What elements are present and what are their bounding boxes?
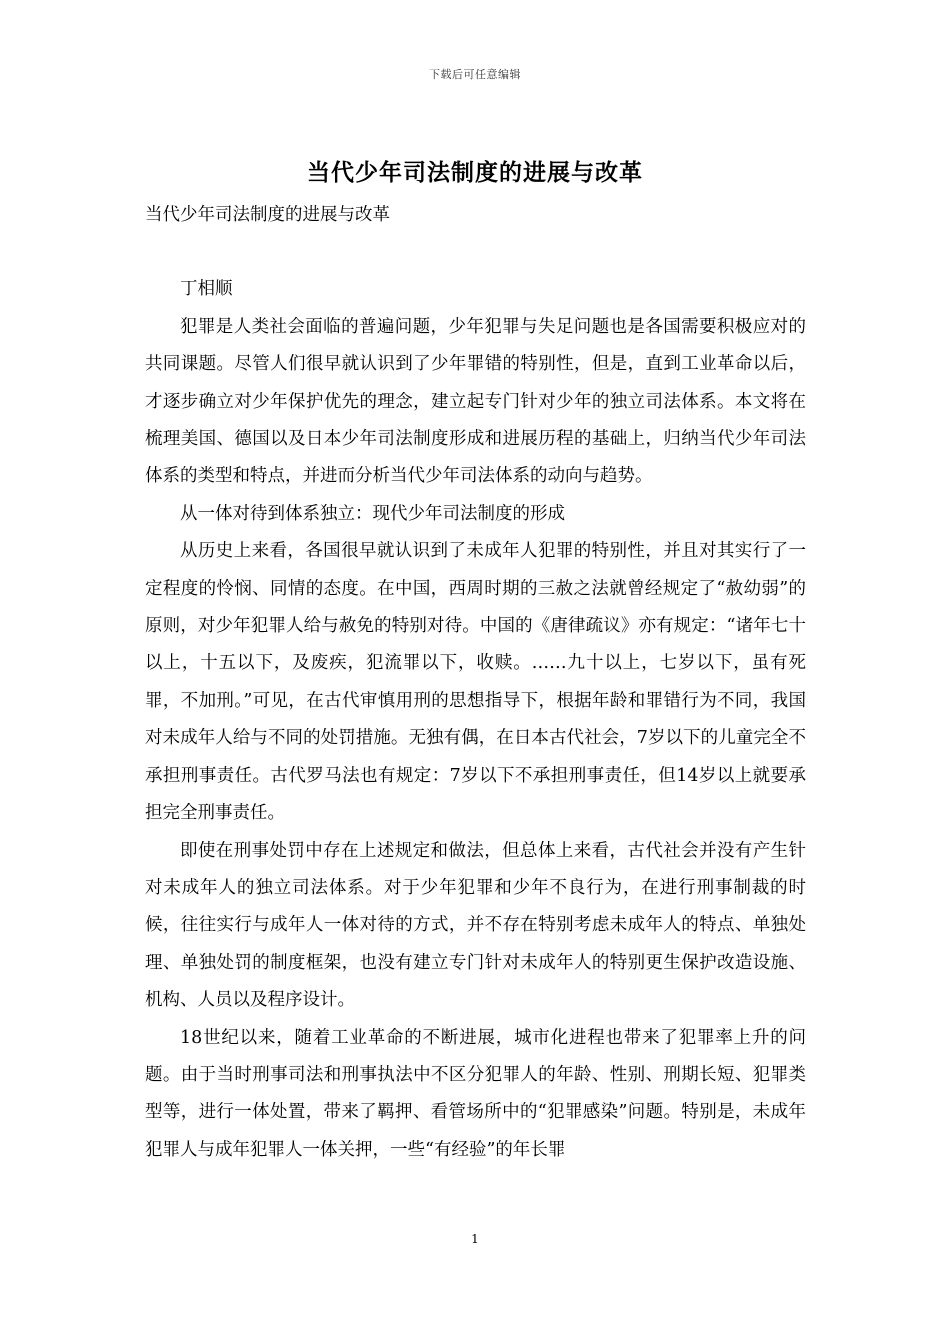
paragraph-intro: 犯罪是人类社会面临的普遍问题，少年犯罪与失足问题也是各国需要积极应对的共同课题。尽管人们很早就认识到了少年罪错的特别性，但是，直到工业革命以后，才逐步确立对少年保护优先的理念，建立起专门针对少年的独立司法体系。本文将在梳理美国、德国以及日本少年司法制度形成和进展历程的基础上，归纳当代少年司法体系的类型和特点，并进而分析当代少年司法体系的动向与趋势。: [145, 316, 806, 487]
document-body: [145, 197, 806, 1169]
header-note: 下载后可任意编辑: [429, 68, 521, 81]
paragraph-history: 从历史上来看，各国很早就认识到了未成年人犯罪的特别性，并且对其实行了一定程度的怜悯、同情的态度。在中国，西周时期的三赦之法就曾经规定了“赦幼弱”的原则，对少年犯罪人给与赦免的特别对待。中国的《唐律疏议》亦有规定：“诸年七十以上，十五以下，及废疾，犯流罪以下，收赎。……九十以上，七岁以下，虽有死罪，不加刑。”可见，在古代审慎用刑的思想指导下，根据年龄和罪错行为不同，我国对未成年人给与不同的处罚措施。无独有偶，在日本古代社会，7岁以下的儿童完全不承担刑事责任。古代罗马法也有规定：7岁以下不承担刑事责任，但14岁以上就要承担完全刑事责任。: [145, 541, 806, 824]
paragraph-ancient-society: 即使在刑事处罚中存在上述规定和做法，但总体上来看，古代社会并没有产生针对未成年人的独立司法体系。对于少年犯罪和少年不良行为，在进行刑事制裁的时候，往往实行与成年人一体对待的方式，并不存在特别考虑未成年人的特点、单独处理、单独处罚的制度框架，也没有建立专门针对未成年人的特别更生保护改造设施、机构、人员以及程序设计。: [145, 840, 806, 1011]
section-heading: 从一体对待到体系独立：现代少年司法制度的形成: [180, 503, 565, 524]
author-name: 丁相顺: [180, 279, 233, 300]
blank-line: [145, 234, 806, 271]
page-number: 1: [471, 1232, 479, 1246]
paragraph-industrial-revolution: 18世纪以来，随着工业革命的不断进展，城市化进程也带来了犯罪率上升的问题。由于当时刑事司法和刑事执法中不区分犯罪人的年龄、性别、刑期长短、犯罪类型等，进行一体处置，带来了羁押、看管场所中的“犯罪感染”问题。特别是，未成年犯罪人与成年犯罪人一体关押，一些“有经验”的年长罪: [145, 1027, 806, 1160]
document-subtitle: 当代少年司法制度的进展与改革: [145, 205, 390, 225]
document-title: 当代少年司法制度的进展与改革: [307, 159, 643, 186]
